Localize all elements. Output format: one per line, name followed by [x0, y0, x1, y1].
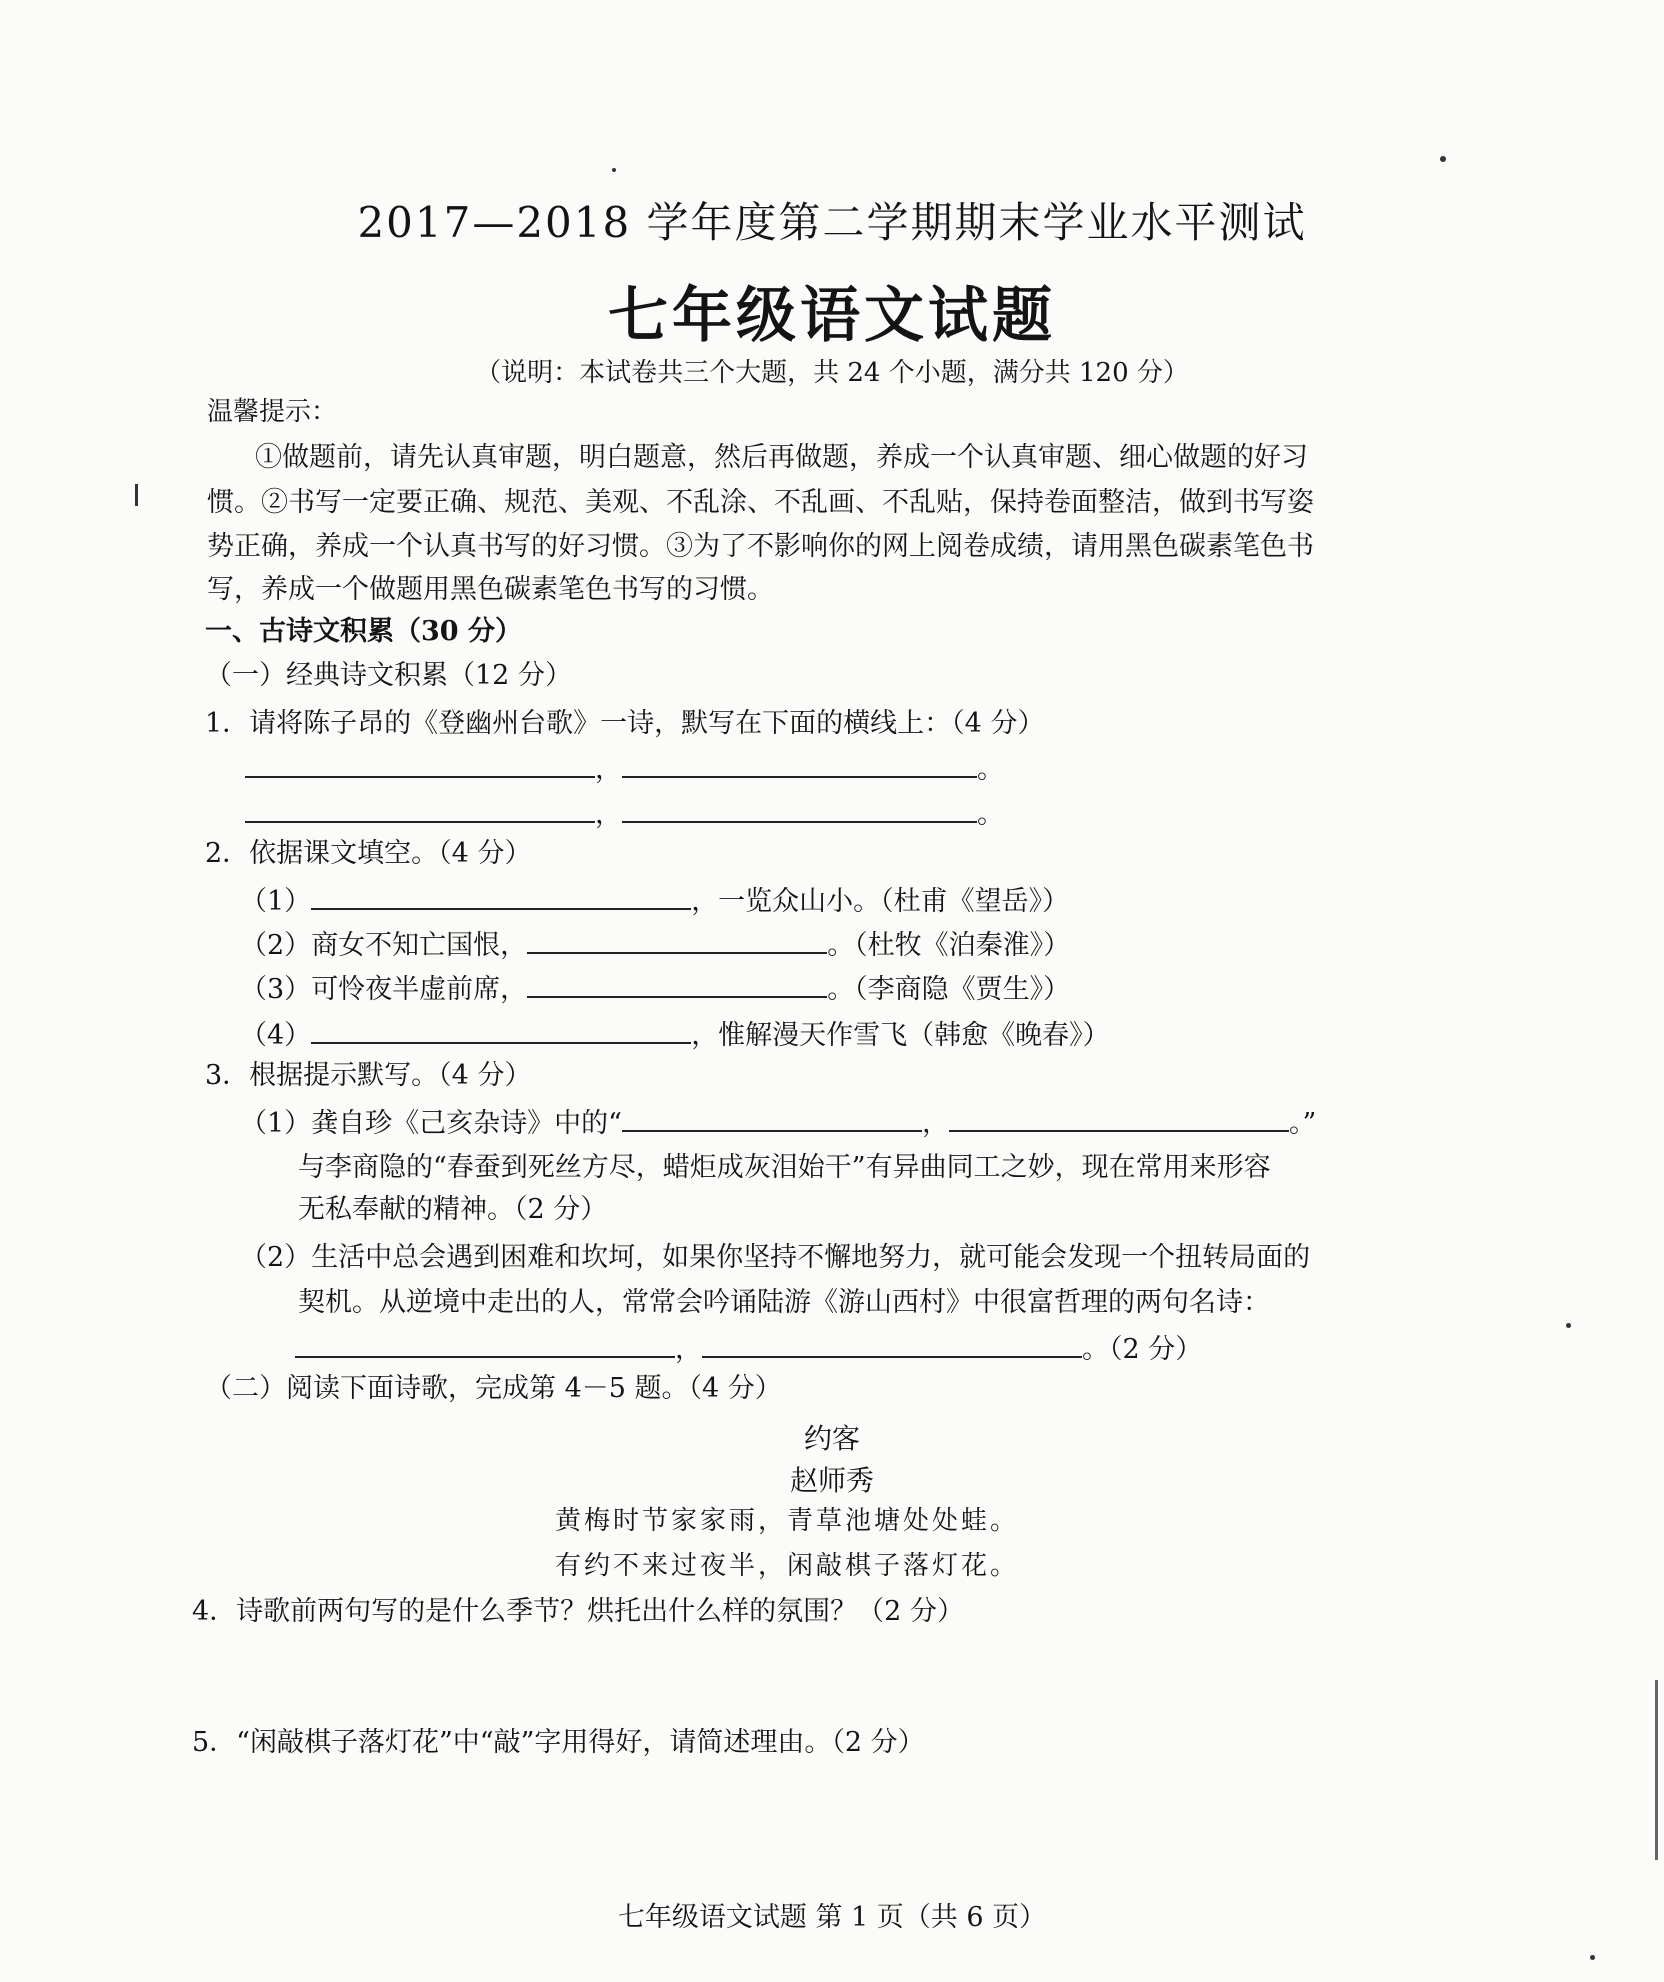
- question-5-prompt: 5．“闲敲棋子落灯花”中“敲”字用得好，请简述理由。（2 分）: [192, 1727, 925, 1758]
- answer-blank[interactable]: [702, 1330, 1082, 1358]
- part-heading: （二）阅读下面诗歌，完成第 4－5 题。（4 分）: [205, 1373, 782, 1404]
- punct: 。: [977, 799, 1004, 830]
- tips-line: 写，养成一个做题用黑色碳素笔色书写的习惯。: [207, 574, 774, 605]
- item-text: 。（杜牧《泊秦淮》）: [827, 930, 1071, 961]
- question-2-item: [240, 1016, 1110, 1054]
- tips-line: ①做题前，请先认真审题，明白题意，然后再做题，养成一个认真审题、细心做题的好习: [255, 442, 1308, 473]
- tips-line: 惯。②书写一定要正确、规范、美观、不乱涂、不乱画、不乱贴，保持卷面整洁，做到书写姿: [207, 487, 1314, 518]
- punct: ，: [595, 799, 622, 830]
- punct: ，: [922, 1108, 949, 1139]
- item-text: ，一览众山小。（杜甫《望岳》）: [691, 886, 1070, 917]
- answer-blank[interactable]: [527, 926, 827, 954]
- item-number: （1）: [240, 886, 312, 917]
- question-1-prompt: 1．请将陈子昂的《登幽州台歌》一诗，默写在下面的横线上：（4 分）: [205, 708, 1045, 739]
- item-text: 商女不知亡国恨，: [311, 930, 528, 961]
- item-number: （1）: [240, 1108, 312, 1139]
- question-2-item: [240, 970, 1070, 1008]
- question-3-prompt: 3．根据提示默写。（4 分）: [205, 1060, 532, 1091]
- answer-blank[interactable]: [311, 882, 691, 910]
- question-3-sub2-text: 契机。从逆境中走出的人，常常会吟诵陆游《游山西村》中很富哲理的两句名诗：: [298, 1287, 1270, 1318]
- answer-blank[interactable]: [311, 1016, 691, 1044]
- question-3-sub2-answer-row: [295, 1330, 1202, 1368]
- item-text: 可怜夜半虚前席，: [311, 974, 528, 1005]
- question-3-sub1-text: 与李商隐的“春蚕到死丝方尽，蜡炬成灰泪始干”有异曲同工之妙，现在常用来形容: [298, 1152, 1271, 1183]
- answer-blank[interactable]: [245, 750, 595, 778]
- item-number: （2）: [240, 1242, 312, 1273]
- page-footer: 七年级语文试题 第 1 页（共 6 页）: [617, 1902, 1047, 1933]
- scan-edge: [1655, 1680, 1658, 1860]
- item-number: （2）: [240, 930, 312, 961]
- question-1-answer-row: [245, 750, 1004, 788]
- poem-line: 黄梅时节家家雨，青草池塘处处蛙。: [555, 1506, 1020, 1536]
- scan-speck: [1440, 156, 1446, 162]
- question-3-sub2: [240, 1240, 1310, 1276]
- answer-blank[interactable]: [527, 970, 827, 998]
- item-text: 。（李商隐《贾生》）: [827, 974, 1071, 1005]
- answer-blank[interactable]: [622, 1104, 922, 1132]
- scan-speck: [1566, 1323, 1571, 1328]
- answer-blank[interactable]: [295, 1330, 675, 1358]
- answer-blank[interactable]: [949, 1104, 1289, 1132]
- scan-mark: [135, 484, 138, 506]
- question-2-item: [240, 882, 1069, 920]
- poem-title: 约客: [803, 1422, 860, 1455]
- exam-title: 2017—2018 学年度第二学期期末学业水平测试: [357, 198, 1307, 247]
- item-text: ，惟解漫天作雪飞（韩愈《晚春》）: [691, 1020, 1110, 1051]
- poem-author: 赵师秀: [789, 1464, 874, 1497]
- question-2-item: [240, 926, 1070, 964]
- poem-line: 有约不来过夜半，闲敲棋子落灯花。: [555, 1551, 1020, 1581]
- exam-subject-title: 七年级语文试题: [608, 281, 1056, 351]
- question-1-answer-row: [245, 795, 1004, 833]
- punct: 。”: [1289, 1108, 1317, 1139]
- scan-speck: [612, 168, 616, 172]
- tips-heading: 温馨提示：: [207, 397, 338, 427]
- item-number: （4）: [240, 1020, 312, 1051]
- tips-line: 势正确，养成一个认真书写的好习惯。③为了不影响你的网上阅卷成绩，请用黑色碳素笔色书: [207, 531, 1314, 562]
- exam-note: （说明：本试卷共三个大题，共 24 个小题，满分共 120 分）: [475, 358, 1189, 388]
- item-text: 龚自珍《己亥杂诗》中的“: [311, 1108, 622, 1139]
- question-2-prompt: 2．依据课文填空。（4 分）: [205, 838, 532, 869]
- punct: 。（2 分）: [1082, 1334, 1203, 1365]
- punct: ，: [675, 1334, 702, 1365]
- answer-blank[interactable]: [245, 795, 595, 823]
- question-3-sub1-text: 无私奉献的精神。（2 分）: [298, 1194, 608, 1225]
- section-heading: 一、古诗文积累（30 分）: [205, 616, 522, 647]
- question-4-prompt: 4．诗歌前两句写的是什么季节？烘托出什么样的氛围？（2 分）: [192, 1596, 964, 1627]
- scan-speck: [1590, 1955, 1595, 1960]
- punct: 。: [977, 754, 1004, 785]
- item-text: 生活中总会遇到困难和坎坷，如果你坚持不懈地努力，就可能会发现一个扭转局面的: [311, 1242, 1311, 1273]
- item-number: （3）: [240, 974, 312, 1005]
- punct: ，: [595, 754, 622, 785]
- part-heading: （一）经典诗文积累（12 分）: [205, 660, 572, 691]
- answer-blank[interactable]: [622, 750, 977, 778]
- answer-blank[interactable]: [622, 795, 977, 823]
- question-3-sub1: [240, 1104, 1316, 1142]
